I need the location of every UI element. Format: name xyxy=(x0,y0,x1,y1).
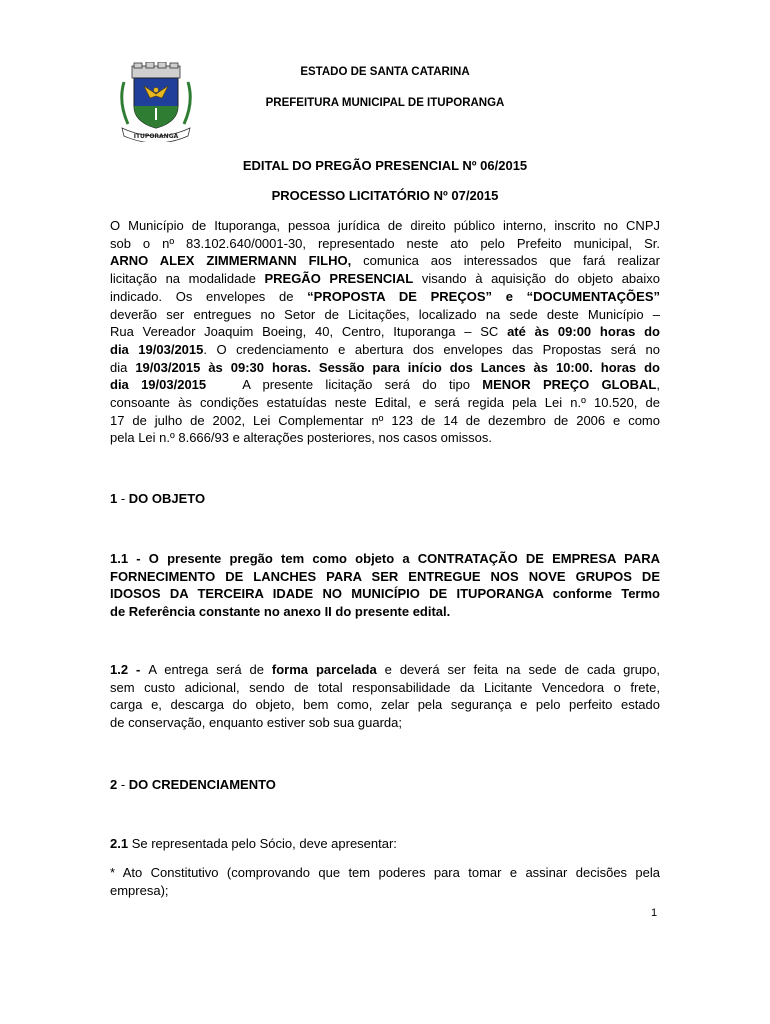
envelope-names: “PROPOSTA DE PREÇOS” e “DOCUMENTAÇÕES” xyxy=(307,288,660,304)
crest-banner-text: ITUPORANGA xyxy=(133,133,179,140)
clause-line: de Referência constante no anexo II do presente edital. xyxy=(110,604,451,620)
clause-line: * Ato Constitutivo (comprovando que tem poderes para tomar e assinar decisões pela xyxy=(110,865,660,880)
intro-line: 17 de julho de 2002, Lei Complementar nº 123 de 14 de dezembro de 2006 e como xyxy=(110,412,660,428)
modality: PREGÃO PRESENCIAL xyxy=(264,271,414,287)
state-name: ESTADO DE SANTA CATARINA xyxy=(300,66,470,78)
session-schedule: 19/03/2015 às 09:30 horas. Sessão para início dos Lances às 10:00. horas do xyxy=(135,359,660,375)
clause-line: IDOSOS DA TERCEIRA IDADE NO MUNICÍPIO DE ITUPORANGA conforme Termo xyxy=(110,586,660,602)
edital-title: EDITAL DO PREGÃO PRESENCIAL Nº 06/2015 xyxy=(242,158,528,173)
clause-line: 2.1 Se representada pelo Sócio, deve apresentar: xyxy=(110,836,397,851)
intro-paragraph xyxy=(110,217,660,447)
bid-type: MENOR PREÇO GLOBAL xyxy=(482,377,657,393)
deadline-time: até às 09:00 horas do xyxy=(507,324,661,340)
city-hall-name: PREFEITURA MUNICIPAL DE ITUPORANGA xyxy=(265,97,505,109)
intro-line: licitação na modalidade PREGÃO PRESENCIAL visando à aquisição do objeto abaixo xyxy=(110,271,661,287)
clause-1-1 xyxy=(110,550,660,621)
clause-line: sem custo adicional, sendo de total responsabilidade da Licitante Vencedora o frete, xyxy=(110,679,660,695)
intro-line: consoante às condições estatuídas neste Edital, e será regida pela Lei n.º 10.520, de xyxy=(110,395,660,411)
intro-line: dia 19/03/2015. O credenciamento e abertura dos envelopes das Propostas será no xyxy=(110,341,660,357)
section-1-heading: 1 - DO OBJETO xyxy=(110,491,206,506)
session-date: dia 19/03/2015 xyxy=(110,377,207,393)
intro-line: indicado. Os envelopes de “PROPOSTA DE PREÇOS” e “DOCUMENTAÇÕES” xyxy=(110,288,660,304)
clause-line: FORNECIMENTO DE LANCHES PARA SER ENTREGUE NOS NOVE GRUPOS DE xyxy=(110,568,660,584)
processo-title: PROCESSO LICITATÓRIO Nº 07/2015 xyxy=(271,188,499,203)
clause-line: empresa); xyxy=(110,882,169,898)
section-2-heading: 2 - DO CREDENCIAMENTO xyxy=(110,777,276,792)
intro-line: ARNO ALEX ZIMMERMANN FILHO, comunica aos interessados que fará realizar xyxy=(110,253,660,269)
clause-2-1-item xyxy=(110,864,660,899)
page-number: 1 xyxy=(651,907,658,919)
mayor-name: ARNO ALEX ZIMMERMANN FILHO, xyxy=(110,253,352,269)
deadline-date: dia 19/03/2015 xyxy=(110,341,204,357)
clause-1-2 xyxy=(110,661,660,732)
intro-line: dia 19/03/2015 às 09:30 horas. Sessão para início dos Lances às 10:00. horas do xyxy=(110,359,660,375)
intro-line: dia 19/03/2015 A presente licitação será do tipo MENOR PREÇO GLOBAL, xyxy=(110,377,660,393)
delivery-form: forma parcelada xyxy=(271,662,377,677)
clause-2-1 xyxy=(110,835,660,853)
intro-line: pela Lei n.º 8.666/93 e alterações posteriores, nos casos omissos. xyxy=(110,430,492,446)
clause-line: de conservação, enquanto estiver sob sua guarda; xyxy=(110,715,402,731)
intro-line: sob o nº 83.102.640/0001-30, representado neste ato pelo Prefeito municipal, Sr. xyxy=(110,235,660,251)
clause-line: 1.1 - O presente pregão tem como objeto a CONTRATAÇÃO DE EMPRESA PARA xyxy=(110,551,660,566)
intro-line: O Município de Ituporanga, pessoa jurídica de direito público interno, inscrito no CNPJ xyxy=(110,218,660,233)
clause-line: carga e, descarga do objeto, bem como, zelar pela segurança e pelo perfeito estado xyxy=(110,697,660,713)
intro-line: deverão ser entregues no Setor de Licitações, localizado na sede deste Município – xyxy=(110,306,660,322)
clause-line: 1.2 - A entrega será de forma parcelada e deverá ser feita na sede de cada grupo, xyxy=(110,662,661,677)
intro-line: Rua Vereador Joaquim Boeing, 40, Centro, Ituporanga – SC até às 09:00 horas do xyxy=(110,324,661,340)
